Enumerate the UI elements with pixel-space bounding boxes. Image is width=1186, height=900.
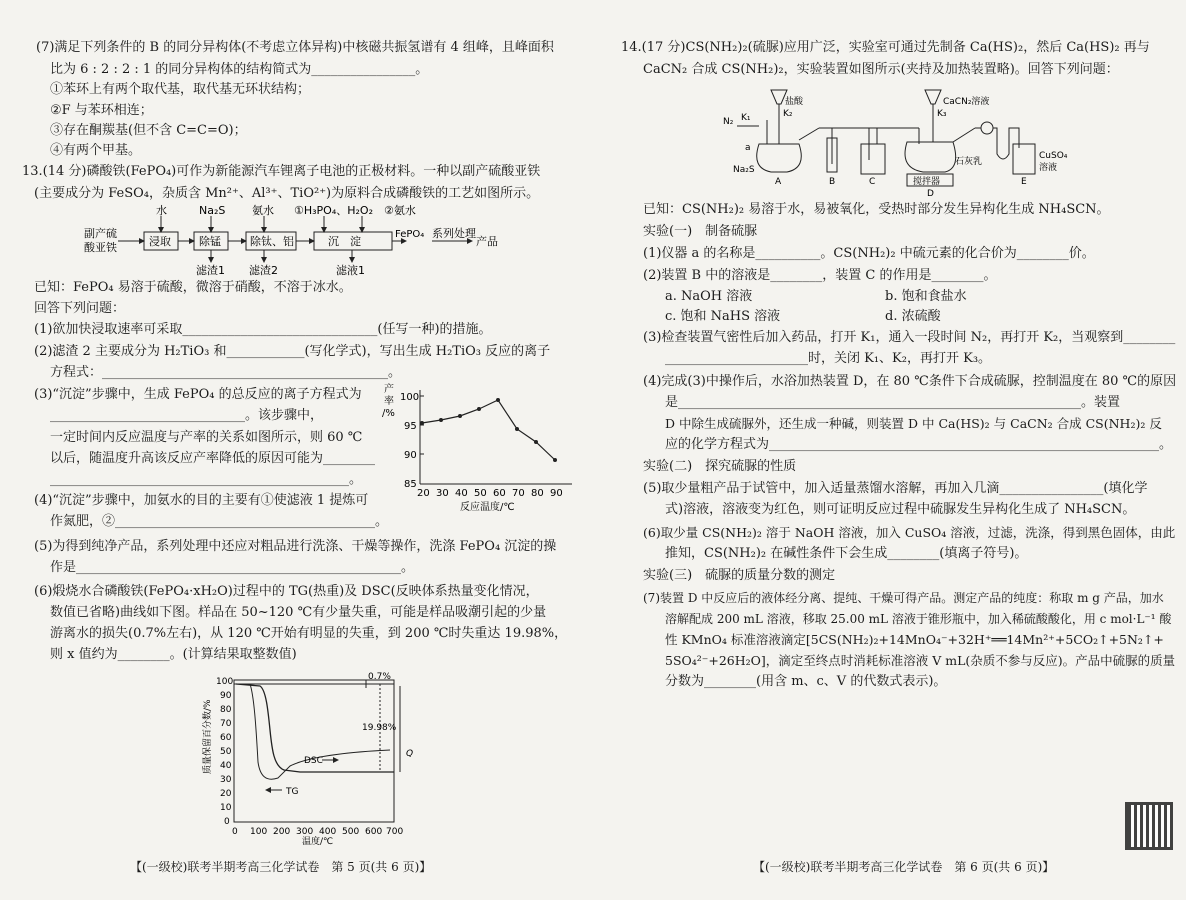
app-label-e: E — [1021, 177, 1027, 187]
flow-step-mn: 除锰 — [199, 235, 221, 248]
yield-ytick-95: 95 — [404, 421, 417, 432]
q14-6-line1: (6)取少量 CS(NH₂)₂ 溶于 NaOH 溶液，加入 CuSO₄ 溶液，过滤，洗涤，得到黑色固体，由此 — [643, 525, 1176, 540]
app-label-b: B — [829, 177, 836, 187]
tg-ytick-100: 100 — [216, 677, 234, 687]
app-label-a: A — [775, 177, 782, 187]
q14-stem2: CaCN₂ 合成 CS(NH₂)₂，实验装置如图所示(夹持及加热装置略)。回答下列问题： — [643, 62, 1119, 77]
tg-dsc-chart — [190, 666, 430, 846]
q14-2-opt-d: d. 浓硫酸 — [885, 309, 941, 324]
tg-xtick-0: 0 — [232, 827, 238, 837]
app-k2: K₂ — [783, 109, 793, 119]
flow-product: 产品 — [476, 235, 498, 248]
flow-step-leach: 浸取 — [149, 235, 171, 248]
q14-4-line3: D 中除生成硫脲外，还生成一种碱，则装置 D 中 Ca(HS)₂ 与 CaCN₂ 合成 CS(NH₂)₂ 反 — [665, 416, 1162, 431]
tg-annot-19-98: 19.98% — [362, 723, 397, 733]
q14-4-line2: 是______________________________________________________________。装置 — [665, 395, 1121, 410]
exp3-heading: 实验(三) 硫脲的质量分数的测定 — [643, 568, 836, 583]
q-label: Q — [406, 749, 414, 759]
q14-7-line3: 性 KMnO₄ 标准溶液滴定[5CS(NH₂)₂+14MnO₄⁻+32H⁺══14Mn²⁺+5CO₂↑+5N₂↑+ — [665, 632, 1164, 647]
flow-reagent-water: 水 — [156, 204, 167, 217]
q14-3-line1: (3)检查装置气密性后加入药品，打开 K₁，通入一段时间 N₂，再打开 K₂，当观察到________ — [643, 330, 1176, 345]
qr-code — [1125, 802, 1173, 850]
q12-7-cond1: ①苯环上有两个取代基，取代基无环状结构； — [50, 82, 311, 97]
q13-3-line2: ______________________________。该步骤中， — [50, 408, 324, 423]
app-cuso4-2: 溶液 — [1039, 163, 1058, 173]
q12-7-cond2: ②F 与苯环相连； — [50, 103, 153, 118]
flow-raw-2: 酸亚铁 — [84, 241, 117, 254]
process-flow-diagram — [84, 204, 504, 276]
q14-7-line1: (7)装置 D 中反应后的液体经分离、提纯、干燥可得产品。测定产品的纯度：称取 m g 产品，加水 — [643, 591, 1164, 605]
yield-xtick-50: 50 — [474, 488, 487, 499]
app-k3: K₃ — [937, 109, 947, 119]
tg-ytick-60: 60 — [220, 733, 232, 743]
tg-ytick-70: 70 — [220, 719, 232, 729]
q13-3-line1: (3)“沉淀”步骤中，生成 FePO₄ 的总反应的离子方程式为 — [34, 387, 362, 402]
yield-ylabel-2: 率 — [384, 396, 394, 407]
flow-reagent-ammonia: 氨水 — [252, 204, 274, 217]
yield-xtick-70: 70 — [512, 488, 525, 499]
flow-post: 系列处理 — [432, 227, 476, 240]
q14-4-line4: 应的化学方程式为____________________________________________________________。 — [665, 437, 1173, 452]
tg-xtick-700: 700 — [386, 827, 404, 837]
q12-7-cond3: ③存在酮羰基(但不含 C=C=O)； — [50, 123, 247, 138]
q13-6-line3: 游离水的损失(0.7%左右)，从 120 ℃开始有明显的失重，到 200 ℃时失重达 19.98%， — [50, 626, 568, 641]
yield-xtick-40: 40 — [455, 488, 468, 499]
app-label-c: C — [869, 177, 876, 187]
tg-ytick-10: 10 — [220, 803, 232, 813]
q12-7-line1: (7)满足下列条件的 B 的同分异构体(不考虑立体异构)中核磁共振氢谱有 4 组峰，且峰面积 — [36, 40, 554, 55]
tg-xtick-600: 600 — [365, 827, 383, 837]
q13-2-line1: (2)滤渣 2 主要成分为 H₂TiO₃ 和____________(写化学式)，写出生成 H₂TiO₃ 反应的离子 — [34, 344, 551, 359]
tg-xtick-100: 100 — [250, 827, 268, 837]
q13-5-line1: (5)为得到纯净产品，系列处理中还应对粗品进行洗涤、干燥等操作，洗涤 FePO₄ 沉淀的操 — [34, 539, 557, 554]
q14-5-line2: 式)溶液，溶液变为红色，则可证明反应过程中硫脲发生异构化生成了 NH₄SCN。 — [665, 502, 1136, 517]
q14-1: (1)仪器 a 的名称是__________。CS(NH₂)₂ 中硫元素的化合价为________价。 — [643, 246, 1095, 261]
q12-7-cond4: ④有两个甲基。 — [50, 143, 142, 158]
tg-ytick-20: 20 — [220, 789, 232, 799]
q14-4-line1: (4)完成(3)中操作后，水浴加热装置 D，在 80 ℃条件下合成硫脲，控制温度在 80 ℃的原因 — [643, 374, 1177, 389]
app-stirrer: 搅拌器 — [913, 177, 941, 187]
tg-ytick-90: 90 — [220, 691, 232, 701]
q14-2-opt-b: b. 饱和食盐水 — [885, 289, 967, 304]
app-cuso4-1: CuSO₄ — [1039, 151, 1068, 161]
footer-page5: 【(一级校)联考半期考高三化学试卷 第 5 页(共 6 页)】 — [130, 860, 432, 874]
q13-6-line2: 数值已省略)曲线如下图。样品在 50~120 ℃有少量失重，可能是样品吸潮引起的少量 — [50, 605, 547, 620]
flow-reagent-h3po4: ①H₃PO₄、H₂O₂ ②氨水 — [294, 204, 416, 217]
flow-residue-1: 滤渣1 — [196, 264, 225, 276]
flow-filtrate-1: 滤液1 — [336, 264, 365, 276]
q14-3-line2: ______________________时，关闭 K₁、K₂，再打开 K₃。 — [665, 351, 992, 366]
app-hcl: 盐酸 — [785, 97, 804, 107]
tg-xtick-300: 300 — [296, 827, 314, 837]
q13-stem1: 13.(14 分)磷酸铁(FePO₄)可作为新能源汽车锂离子电池的正极材料。一种以副产硫酸亚铁 — [22, 164, 541, 179]
yield-xtick-90: 90 — [550, 488, 563, 499]
app-na2s: Na₂S — [733, 165, 755, 175]
tg-curve-label: TG — [286, 787, 299, 797]
yield-ylabel-3: /% — [382, 408, 395, 419]
yield-temperature-chart — [380, 380, 580, 514]
q13-answer-prompt: 回答下列问题： — [34, 301, 126, 316]
yield-xtick-30: 30 — [436, 488, 449, 499]
tg-ylabel: 质量保留百分数/% — [203, 699, 213, 774]
flow-fepo4: FePO₄ — [395, 229, 425, 240]
q13-6-line1: (6)煅烧水合磷酸铁(FePO₄·xH₂O)过程中的 TG(热重)及 DSC(反映体系热量变化情况， — [34, 584, 539, 599]
q13-3-line5: ______________________________________________。 — [50, 472, 362, 487]
yield-xtick-60: 60 — [493, 488, 506, 499]
exp2-heading: 实验(二) 探究硫脲的性质 — [643, 459, 797, 474]
q12-7-line2: 比为 6 : 2 : 2 : 1 的同分异构体的结构简式为________________。 — [50, 62, 429, 77]
app-n2: N₂ — [723, 117, 734, 127]
tg-ytick-0: 0 — [224, 817, 230, 827]
yield-ytick-90: 90 — [404, 450, 417, 461]
tg-ytick-80: 80 — [220, 705, 232, 715]
q13-3-line3: 一定时间内反应温度与产率的关系如图所示，则 60 ℃ — [50, 430, 363, 445]
flow-raw-1: 副产硫 — [84, 227, 117, 240]
flow-step-precip: 沉 淀 — [328, 235, 361, 248]
q14-5-line1: (5)取少量粗产品于试管中，加入适量蒸馏水溶解，再加入几滴________________(填化学 — [643, 481, 1148, 496]
q13-2-line2: 方程式：____________________________________________。 — [50, 365, 402, 380]
footer-page6: 【(一级校)联考半期考高三化学试卷 第 6 页(共 6 页)】 — [753, 860, 1055, 874]
q14-2-opt-c: c. 饱和 NaHS 溶液 — [665, 309, 781, 324]
tg-xtick-500: 500 — [342, 827, 360, 837]
tg-ytick-40: 40 — [220, 761, 232, 771]
q13-stem2: (主要成分为 FeSO₄，杂质含 Mn²⁺、Al³⁺、TiO²⁺)为原料合成磷酸铁的工艺如图所示。 — [34, 186, 540, 201]
tg-ytick-50: 50 — [220, 747, 232, 757]
q13-1: (1)欲加快浸取速率可采取______________________________(任写一种)的措施。 — [34, 322, 492, 337]
flow-step-ti-al: 除钛、铝 — [250, 235, 294, 248]
yield-xlabel: 反应温度/℃ — [460, 502, 515, 513]
flow-reagent-na2s: Na₂S — [199, 204, 226, 217]
q14-7-line2: 溶解配成 200 mL 溶液，移取 25.00 mL 溶液于锥形瓶中，加入稀硫酸酸化，用 c mol·L⁻¹ 酸 — [665, 612, 1172, 626]
q14-stem1: 14.(17 分)CS(NH₂)₂(硫脲)应用广泛，实验室可通过先制备 Ca(HS)₂，然后 Ca(HS)₂ 再与 — [621, 40, 1150, 55]
yield-xtick-20: 20 — [417, 488, 430, 499]
exp1-heading: 实验(一) 制备硫脲 — [643, 224, 758, 239]
dsc-curve-label: DSC — [304, 756, 323, 766]
app-limewater: 石灰乳 — [955, 157, 983, 167]
tg-xtick-200: 200 — [273, 827, 291, 837]
q14-7-line5: 分数为________(用含 m、c、V 的代数式表示)。 — [665, 674, 947, 689]
yield-ylabel-1: 产 — [384, 384, 394, 395]
q14-2-opt-a: a. NaOH 溶液 — [665, 289, 753, 304]
q14-7-line4: 5SO₄²⁻+26H₂O]，滴定至终点时消耗标准溶液 V mL(杂质不参与反应)。产品中硫脲的质量 — [665, 653, 1176, 668]
q13-5-line2: 作是__________________________________________________。 — [50, 560, 415, 575]
yield-ytick-100: 100 — [400, 392, 420, 403]
yield-xtick-80: 80 — [531, 488, 544, 499]
q14-2: (2)装置 B 中的溶液是________，装置 C 的作用是________。 — [643, 268, 997, 283]
app-k1: K₁ — [741, 113, 751, 123]
q14-6-line2: 推知，CS(NH₂)₂ 在碱性条件下会生成________(填离子符号)。 — [665, 546, 1028, 561]
app-a: a — [745, 143, 751, 153]
tg-xlabel: 温度/℃ — [302, 837, 334, 846]
apparatus-diagram — [723, 84, 1083, 198]
flow-residue-2: 滤渣2 — [249, 264, 278, 276]
q13-known: 已知：FePO₄ 易溶于硫酸，微溶于硝酸，不溶于冰水。 — [34, 280, 352, 295]
tg-xtick-400: 400 — [319, 827, 337, 837]
q14-known: 已知：CS(NH₂)₂ 易溶于水，易被氧化，受热时部分发生异构化生成 NH₄SCN。 — [643, 202, 1110, 217]
q13-4-line2: 作氮肥，②________________________________________。 — [50, 514, 389, 529]
app-label-d: D — [927, 189, 934, 198]
right-page — [593, 0, 1186, 900]
q13-4-line1: (4)“沉淀”步骤中，加氨水的目的主要有①使滤液 1 提炼可 — [34, 493, 369, 508]
yield-ytick-85: 85 — [404, 479, 417, 490]
tg-annot-0-7: 0.7% — [368, 672, 391, 682]
q13-3-line4: 以后，随温度升高该反应产率降低的原因可能为________ — [50, 451, 376, 466]
app-cacn2: CaCN₂溶液 — [943, 97, 990, 107]
tg-ytick-30: 30 — [220, 775, 232, 785]
q13-6-line4: 则 x 值约为________。(计算结果取整数值) — [50, 647, 297, 662]
